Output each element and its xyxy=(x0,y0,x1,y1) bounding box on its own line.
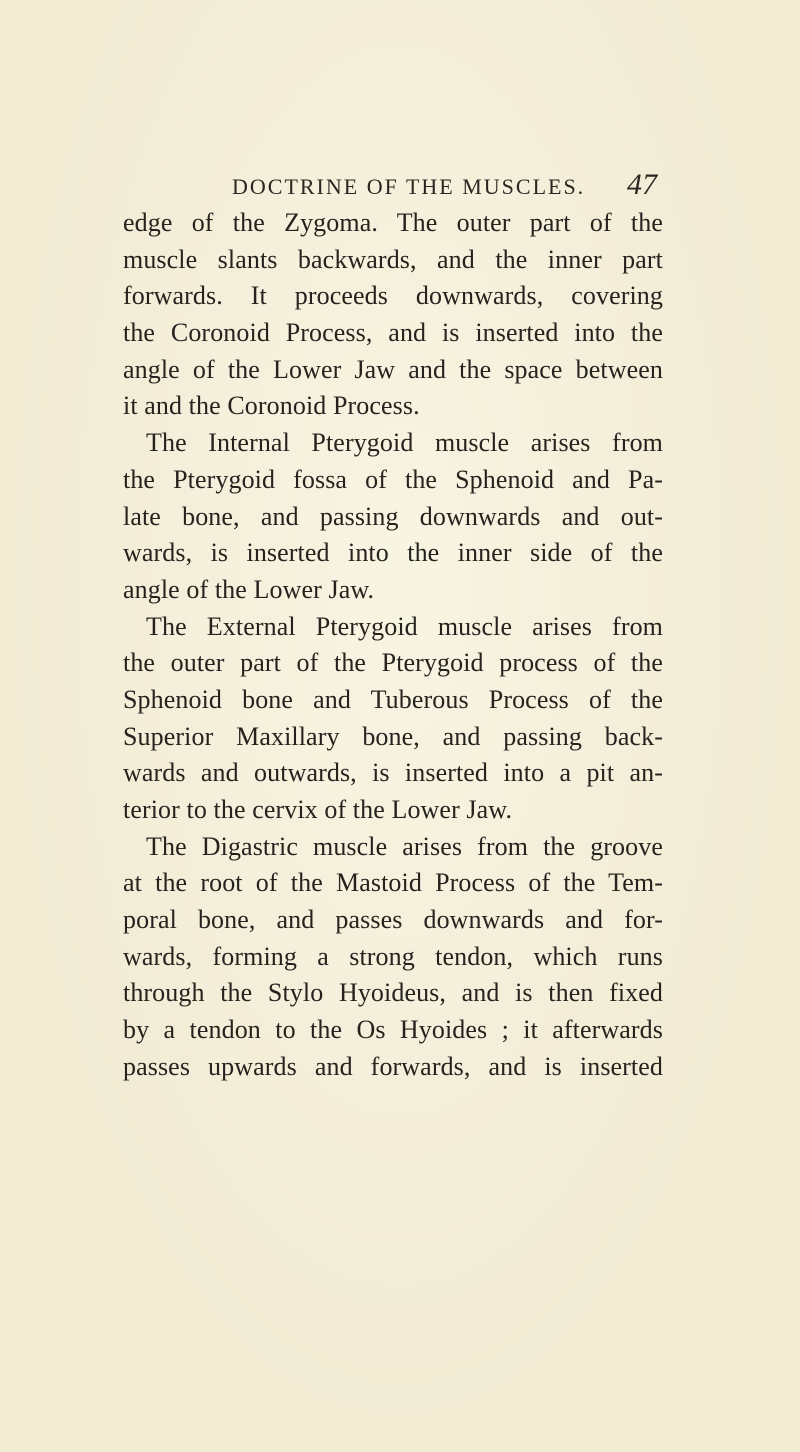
running-head xyxy=(0,168,800,202)
text-line: edge of the Zygoma. The outer part of the xyxy=(123,208,663,237)
paragraph-start-line: The Internal Pterygoid muscle arises from xyxy=(146,428,663,458)
text-line: late bone, and passing downwards and out- xyxy=(123,501,663,531)
text-line: at the root of the Mastoid Process of the Tem- xyxy=(123,868,663,898)
text-line: wards and outwards, is inserted into a pit an- xyxy=(123,758,663,788)
text-line: wards, is inserted into the inner side of the xyxy=(123,538,663,568)
text-line: through the Stylo Hyoideus, and is then fixed xyxy=(123,978,663,1008)
text-line: forwards. It proceeds downwards, covering xyxy=(123,281,663,311)
text-line: wards, forming a strong tendon, which runs xyxy=(123,941,663,971)
text-line: the outer part of the Pterygoid process of the xyxy=(123,648,663,678)
text-line: the Pterygoid fossa of the Sphenoid and Pa- xyxy=(123,464,663,494)
text-line: by a tendon to the Os Hyoides ; it afterwards xyxy=(123,1015,663,1045)
text-line: Sphenoid bone and Tuberous Process of the xyxy=(123,684,663,714)
text-line: angle of the Lower Jaw and the space between xyxy=(123,354,663,384)
paragraph-start-line: The Digastric muscle arises from the groove xyxy=(146,831,663,861)
paragraph-start-line: The External Pterygoid muscle arises from xyxy=(146,611,663,641)
running-head-title: DOCTRINE OF THE MUSCLES. xyxy=(232,174,586,199)
text-line: passes upwards and forwards, and is inserted xyxy=(123,1051,663,1081)
text-line: angle of the Lower Jaw. xyxy=(123,574,375,604)
text-line: the Coronoid Process, and is inserted into the xyxy=(123,318,663,348)
text-line: poral bone, and passes downwards and for- xyxy=(123,905,663,935)
text-line: muscle slants backwards, and the inner part xyxy=(123,244,663,274)
text-line: it and the Coronoid Process. xyxy=(123,391,420,421)
text-line: Superior Maxillary bone, and passing back- xyxy=(123,721,663,751)
body-text xyxy=(123,205,663,1086)
text-line: terior to the cervix of the Lower Jaw. xyxy=(123,795,513,824)
page-number: 47 xyxy=(627,168,657,201)
